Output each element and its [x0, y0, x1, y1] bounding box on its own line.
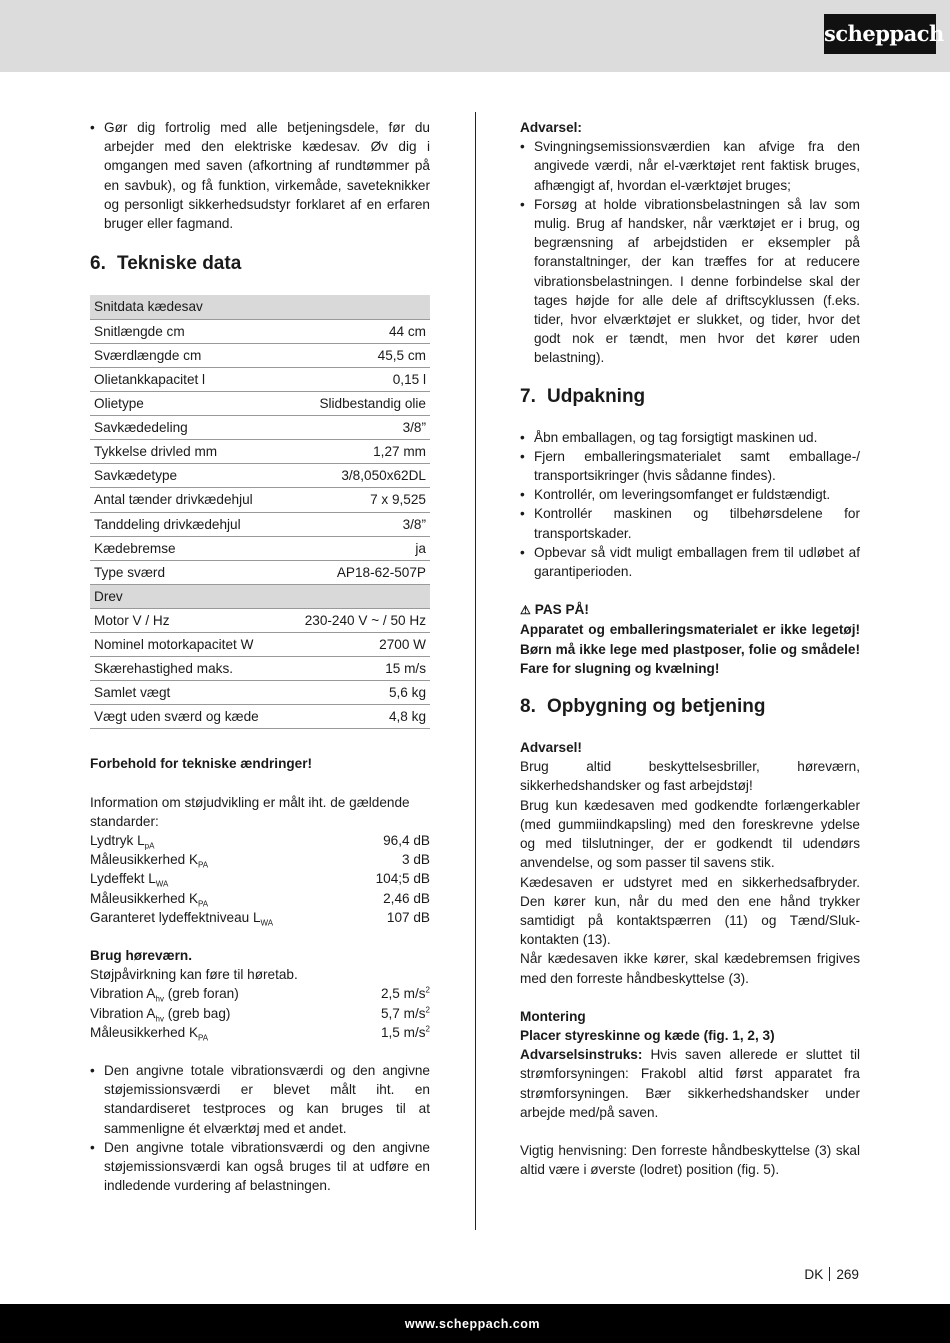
list-item: • Kontrollér, om leveringsomfanget er fuldstændigt. [520, 485, 860, 504]
table-row [90, 681, 430, 705]
vibration-value-text: 2,5 m/s [380, 986, 426, 1002]
spec-value: 230-240 V ~ / 50 Hz [284, 608, 430, 632]
spec-label: Tykkelse drivled mm [90, 440, 284, 464]
vibration-row [90, 1023, 430, 1042]
table-row [90, 705, 430, 729]
table-group-row [90, 584, 430, 608]
noise-label-text: Måleusikkerhed K [90, 890, 199, 906]
section-title: Opbygning og betjening [547, 696, 766, 718]
list-item: • Svingningsemissionsværdien kan afvige fra den angivede værdi, når el-værktøjet rent faktisk bruges, afhængigt af, hvordan el-værktøjet bruges; [520, 137, 860, 195]
noise-label [90, 850, 208, 869]
list-item: • Den angivne totale vibrationsværdi og den angivne støjemissionsværdi er blevet målt iht. en standardiseret testproces og kan bruges til at sammenligne ét elværktøj med et andet. [90, 1061, 430, 1138]
vibration-suffix: (greb bag) [163, 1005, 231, 1021]
spec-label: Nominel motorkapacitet W [90, 633, 284, 657]
spec-label: Olietype [90, 392, 284, 416]
noise-label-text: Måleusikkerhed K [90, 852, 199, 868]
noise-subscript: WA [260, 918, 274, 928]
hearing-protection-title: Brug høreværn. [90, 948, 192, 964]
spec-value: 4,8 kg [284, 705, 430, 729]
noise-value: 107 dB [386, 909, 430, 925]
vibration-suffix: (greb foran) [163, 986, 239, 1002]
spec-label: Type sværd [90, 560, 284, 584]
noise-value: 2,46 dB [383, 890, 430, 906]
mounting-warning [520, 1045, 860, 1122]
table-row [90, 440, 430, 464]
spec-label: Kædebremse [90, 536, 284, 560]
spec-value: 3/8” [284, 416, 430, 440]
column-divider [475, 112, 476, 1230]
spec-value: 45,5 cm [284, 343, 430, 367]
section-6-heading [90, 252, 430, 276]
table-row [90, 536, 430, 560]
noise-value: 96,4 dB [383, 833, 430, 849]
warning-list [520, 137, 860, 367]
page-footer [804, 1265, 859, 1284]
spec-label: Vægt uden sværd og kæde [90, 705, 284, 729]
list-item: • Den angivne totale vibrationsværdi og den angivne støjemissionsværdi kan også bruges til at udføre en indledende vurdering af belastningen. [90, 1138, 430, 1196]
noise-row [90, 831, 430, 850]
spec-value: AP18-62-507P [284, 560, 430, 584]
spec-value: 7 x 9,525 [284, 488, 430, 512]
section-number: 7. [520, 385, 536, 407]
vibration-label [90, 1004, 230, 1023]
table-row [90, 633, 430, 657]
list-item: • Åbn emballagen, og tag forsigtigt maskinen ud. [520, 428, 860, 447]
spec-value: Slidbestandig olie [284, 392, 430, 416]
mounting-subtitle: Placer styreskinne og kæde (fig. 1, 2, 3) [520, 1027, 775, 1043]
spec-label: Antal tænder drivkædehjul [90, 488, 284, 512]
vibration-superscript: 2 [425, 1005, 430, 1015]
noise-label-text: Garanteret lydeffektniveau L [90, 909, 261, 925]
noise-label [90, 831, 154, 850]
spec-value: ja [284, 536, 430, 560]
noise-subscript: pA [144, 841, 155, 851]
unpacking-list [520, 428, 860, 582]
right-column [520, 118, 860, 1179]
group-label: Snitdata kædesav [90, 295, 430, 319]
warning2-title: Advarsel! [520, 740, 582, 756]
section-number: 8. [520, 696, 536, 718]
important-note: Vigtig henvisning: Den forreste håndbeskyttelse (3) skal altid være i øverste (lodret) position (fig. 5). [520, 1142, 860, 1178]
spec-label: Motor V / Hz [90, 608, 284, 632]
section-number: 6. [90, 253, 106, 275]
noise-row [90, 908, 430, 927]
section-8-heading [520, 695, 860, 719]
noise-value: 3 dB [402, 852, 430, 868]
vibration-value [381, 984, 430, 1003]
scheppach-logo: scheppach [824, 14, 936, 54]
vibration-row [90, 1004, 430, 1023]
language-code: DK [804, 1267, 824, 1282]
section-title: Tekniske data [117, 253, 242, 275]
vibration-value-text: 1,5 m/s [380, 1024, 426, 1040]
spec-label: Olietankkapacitet l [90, 368, 284, 392]
spec-value: 3/8” [284, 512, 430, 536]
group-label: Drev [90, 584, 430, 608]
warning2-paragraph: Brug kun kædesaven med godkendte forlængerkabler (med gummiindkapsling) med den foreskrevne ydelse og med tilslutninger, der er godkendt til udendørs anvendelse, og som passer til savens stik. [520, 797, 860, 871]
noise-value: 104;5 dB [375, 871, 430, 887]
noise-label [90, 889, 208, 908]
warning2-paragraphs [520, 757, 860, 987]
vibration-label-text: Måleusikkerhed K [90, 1024, 199, 1040]
reservation-note: Forbehold for tekniske ændringer! [90, 756, 313, 772]
spec-value: 2700 W [284, 633, 430, 657]
table-row [90, 512, 430, 536]
warning2-paragraph: Kædesaven er udstyret med en sikkerhedsafbryder. Den kører kun, når du med den ene hånd trykker samtidigt på kontaktspærren (11) og Tænd/Sluk-kontakten (13). [520, 874, 860, 948]
vibration-value [381, 1004, 430, 1023]
table-row [90, 319, 430, 343]
vibration-subscript: hv [155, 1014, 164, 1024]
spec-label: Savkædetype [90, 464, 284, 488]
caution-label: PAS PÅ! [534, 602, 589, 618]
vibration-superscript: 2 [425, 985, 430, 995]
vibration-subscript: hv [155, 995, 164, 1005]
noise-label-text: Lydeffekt L [90, 871, 156, 887]
vibration-label [90, 1023, 208, 1042]
list-item: • Kontrollér maskinen og tilbehørsdelene for transportskader. [520, 504, 860, 542]
noise-subscript: PA [198, 860, 209, 870]
spec-value: 44 cm [284, 319, 430, 343]
noise-subscript: WA [155, 880, 169, 890]
page-number: 269 [836, 1267, 859, 1282]
table-row [90, 368, 430, 392]
noise-row [90, 850, 430, 869]
vibration-superscript: 2 [425, 1024, 430, 1034]
caution-text: Apparatet og emballeringsmaterialet er ikke legetøj! Børn må ikke lege med plastposer, folie og smådele! Fare for slugning og kvælning! [520, 622, 860, 676]
vibration-values [90, 984, 430, 1042]
footer-bar [0, 1304, 950, 1343]
noise-label [90, 869, 168, 888]
spec-value: 15 m/s [284, 657, 430, 681]
spec-label: Savkædedeling [90, 416, 284, 440]
footer-separator [829, 1267, 830, 1281]
noise-row [90, 869, 430, 888]
noise-values [90, 831, 430, 927]
intro-bullet: • Gør dig fortrolig med alle betjeningsdele, før du arbejder med den elektriske kædesav. Øv dig i omgangen med saven (afkortning af rundtømmer på en savbuk), og få funktion, virkemåde, saveteknikker og personligt sikkerhedsudstyr forklaret af en erfaren bruger eller fagmand. [90, 118, 430, 233]
table-row [90, 343, 430, 367]
warning2-paragraph: Brug altid beskyttelsesbriller, høreværn, sikkerhedshandsker og fast arbejdstøj! [520, 759, 860, 794]
hearing-protection-text: Støjpåvirkning kan føre til høretab. [90, 967, 298, 983]
spec-label: Tanddeling drivkædehjul [90, 512, 284, 536]
table-row [90, 416, 430, 440]
spec-value: 0,15 l [284, 368, 430, 392]
table-row [90, 560, 430, 584]
vibration-row [90, 984, 430, 1003]
warning-title: Advarsel: [520, 120, 582, 135]
spec-value: 5,6 kg [284, 681, 430, 705]
vibration-value-text: 5,7 m/s [380, 1005, 426, 1021]
warning2-paragraph: Når kædesaven ikke kører, skal kædebremsen frigives med den forreste håndbeskyttelse (3). [520, 951, 860, 986]
table-row [90, 392, 430, 416]
noise-label [90, 908, 273, 927]
table-row [90, 464, 430, 488]
vibration-notes [90, 1061, 430, 1195]
intro-list [90, 118, 430, 233]
left-column [90, 118, 430, 1195]
spec-value: 3/8,050x62DL [284, 464, 430, 488]
vibration-subscript: PA [198, 1033, 209, 1043]
vibration-label-text: Vibration A [90, 1005, 156, 1021]
list-item: • Fjern emballeringsmaterialet samt emballage-/ transportsikringer (hvis sådanne findes). [520, 447, 860, 485]
spec-label: Snitlængde cm [90, 319, 284, 343]
section-7-heading [520, 385, 860, 409]
table-group-row [90, 295, 430, 319]
vibration-label [90, 984, 239, 1003]
warning-triangle-icon: ⚠ [520, 603, 531, 618]
technical-data-table [90, 295, 430, 729]
mounting-title: Montering [520, 1008, 586, 1024]
noise-row [90, 889, 430, 908]
spec-value: 1,27 mm [284, 440, 430, 464]
spec-label: Sværdlængde cm [90, 343, 284, 367]
list-item: • Forsøg at holde vibrationsbelastningen så lav som mulig. Brug af handsker, når værktøjet er i brug, og begrænsning af arbejdstiden er eksempler på foranstaltninger, der kan træffes for at reducere vibrationsbelastningen. I denne forbindelse skal der tages højde for alle dele af driftscyklussen (f.eks. tider, hvor elværktøjet er slukket, og tider, hvor det godt nok er tændt, men hvor det kører uden belastning). [520, 195, 860, 368]
table-row [90, 657, 430, 681]
noise-subscript: PA [198, 899, 209, 909]
noise-label-text: Lydtryk L [90, 833, 145, 849]
mounting-warning-text: Hvis saven allerede er sluttet til strømforsyningen: Frakobl altid først apparatet fra strømforsyningen. Bær sikkerhedshandsker under arbejde med/på saven. [520, 1047, 860, 1120]
vibration-value [381, 1023, 430, 1042]
caution-title [520, 600, 860, 620]
vibration-label-text: Vibration A [90, 986, 156, 1002]
spec-label: Samlet vægt [90, 681, 284, 705]
header-bar [0, 0, 950, 72]
noise-intro: Information om støjudvikling er målt iht. de gældende standarder: [90, 794, 410, 829]
list-item: • Opbevar så vidt muligt emballagen frem til udløbet af garantiperioden. [520, 543, 860, 581]
mounting-warning-label: Advarselsinstruks: [520, 1047, 643, 1063]
spec-label: Skærehastighed maks. [90, 657, 284, 681]
section-title: Udpakning [547, 385, 646, 407]
table-row [90, 488, 430, 512]
website-url[interactable]: www.scheppach.com [404, 1317, 540, 1331]
table-row [90, 608, 430, 632]
